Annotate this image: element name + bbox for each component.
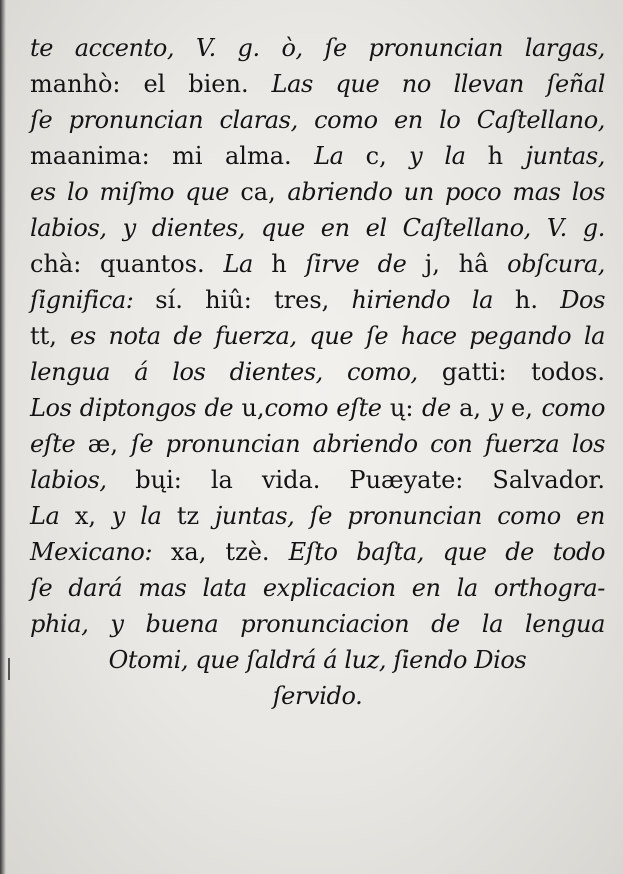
text-line (30, 606, 605, 642)
italic-text: ſe pronuncian abriendo con fuerza los (130, 430, 605, 458)
text-line (30, 354, 605, 390)
roman-text: h (271, 250, 306, 278)
text-line (30, 426, 605, 462)
italic-text: eſte (30, 430, 88, 458)
roman-text: æ, (87, 430, 131, 458)
italic-text: es lo miſmo que (30, 178, 241, 206)
text-line (30, 138, 605, 174)
roman-text: tz (176, 502, 215, 530)
text-line (30, 30, 605, 66)
italic-text: abriendo un poco mas los (287, 178, 606, 206)
italic-text: Eſto baſta, que de todo (288, 538, 605, 566)
italic-text: y (489, 394, 512, 422)
text-line (30, 642, 605, 678)
italic-text: y la (409, 142, 488, 170)
page-binding-shadow (0, 0, 6, 874)
roman-text: gatti: todos. (441, 358, 605, 386)
italic-text: phia, y buena pronunciacion de la lengua (30, 610, 605, 638)
text-line (30, 498, 605, 534)
page-text (30, 30, 605, 714)
roman-text: x, (74, 502, 112, 530)
text-line (30, 534, 605, 570)
text-line (30, 102, 605, 138)
text-line (30, 462, 605, 498)
roman-text: e, (511, 394, 542, 422)
text-line (30, 390, 605, 426)
italic-text: labios, (30, 466, 136, 494)
italic-text: ſirve de (305, 250, 425, 278)
italic-text: obſcura, (507, 250, 605, 278)
italic-text: es nota de fuerza, que ſe hace pegando la (70, 322, 606, 350)
italic-text: La (30, 502, 75, 530)
italic-text: ſe pronuncian claras, como en lo Caſtellano, (30, 106, 605, 134)
italic-text: Otomi, que ſaldrá á luz, ſiendo Dios (108, 646, 527, 674)
roman-text: c, (365, 142, 410, 170)
italic-text: lengua á los dientes, como, (30, 358, 442, 386)
italic-text: Mexicano: (30, 538, 171, 566)
italic-text: ſignifica: (30, 286, 156, 314)
italic-text: como (541, 394, 606, 422)
roman-text: manhò: el bien. (30, 70, 272, 98)
italic-text: te accento, V. g. ò, ſe pronuncian largas, (30, 34, 605, 62)
text-line (30, 678, 605, 714)
italic-text: ſervido. (272, 682, 363, 710)
roman-text: u, (241, 394, 265, 422)
italic-text: ſe dará mas lata explicacion en la orthogra- (30, 574, 605, 602)
italic-text: como eſte (264, 394, 390, 422)
text-line (30, 66, 605, 102)
italic-text: juntas, ſe pronuncian como en (214, 502, 605, 530)
roman-text: chà: quantos. (30, 250, 224, 278)
italic-text: Dos (560, 286, 605, 314)
roman-text: ų: (389, 394, 423, 422)
margin-mark (8, 658, 10, 680)
roman-text: a, (459, 394, 490, 422)
roman-text: h (487, 142, 526, 170)
italic-text: hiriendo la (351, 286, 515, 314)
italic-text: juntas, (525, 142, 605, 170)
text-line (30, 174, 605, 210)
roman-text: tt, (30, 322, 71, 350)
text-line (30, 570, 605, 606)
italic-text: La (314, 142, 366, 170)
roman-text: bųi: la vida. Puæyate: Salvador. (135, 466, 605, 494)
roman-text: h. (514, 286, 561, 314)
text-line (30, 246, 605, 282)
italic-text: La (223, 250, 272, 278)
text-line (30, 318, 605, 354)
italic-text: de (422, 394, 460, 422)
italic-text: Los diptongos de (30, 394, 242, 422)
roman-text: xa, tzè. (170, 538, 289, 566)
italic-text: Las que no llevan ſeñal (271, 70, 606, 98)
roman-text: maanima: mi alma. (30, 142, 315, 170)
text-line (30, 282, 605, 318)
roman-text: ca, (240, 178, 288, 206)
text-line (30, 210, 605, 246)
roman-text: sí. hiû: tres, (155, 286, 352, 314)
roman-text: j, hâ (424, 250, 508, 278)
italic-text: labios, y dientes, que en el Caſtellano, V. g. (30, 214, 605, 242)
italic-text: y la (111, 502, 177, 530)
